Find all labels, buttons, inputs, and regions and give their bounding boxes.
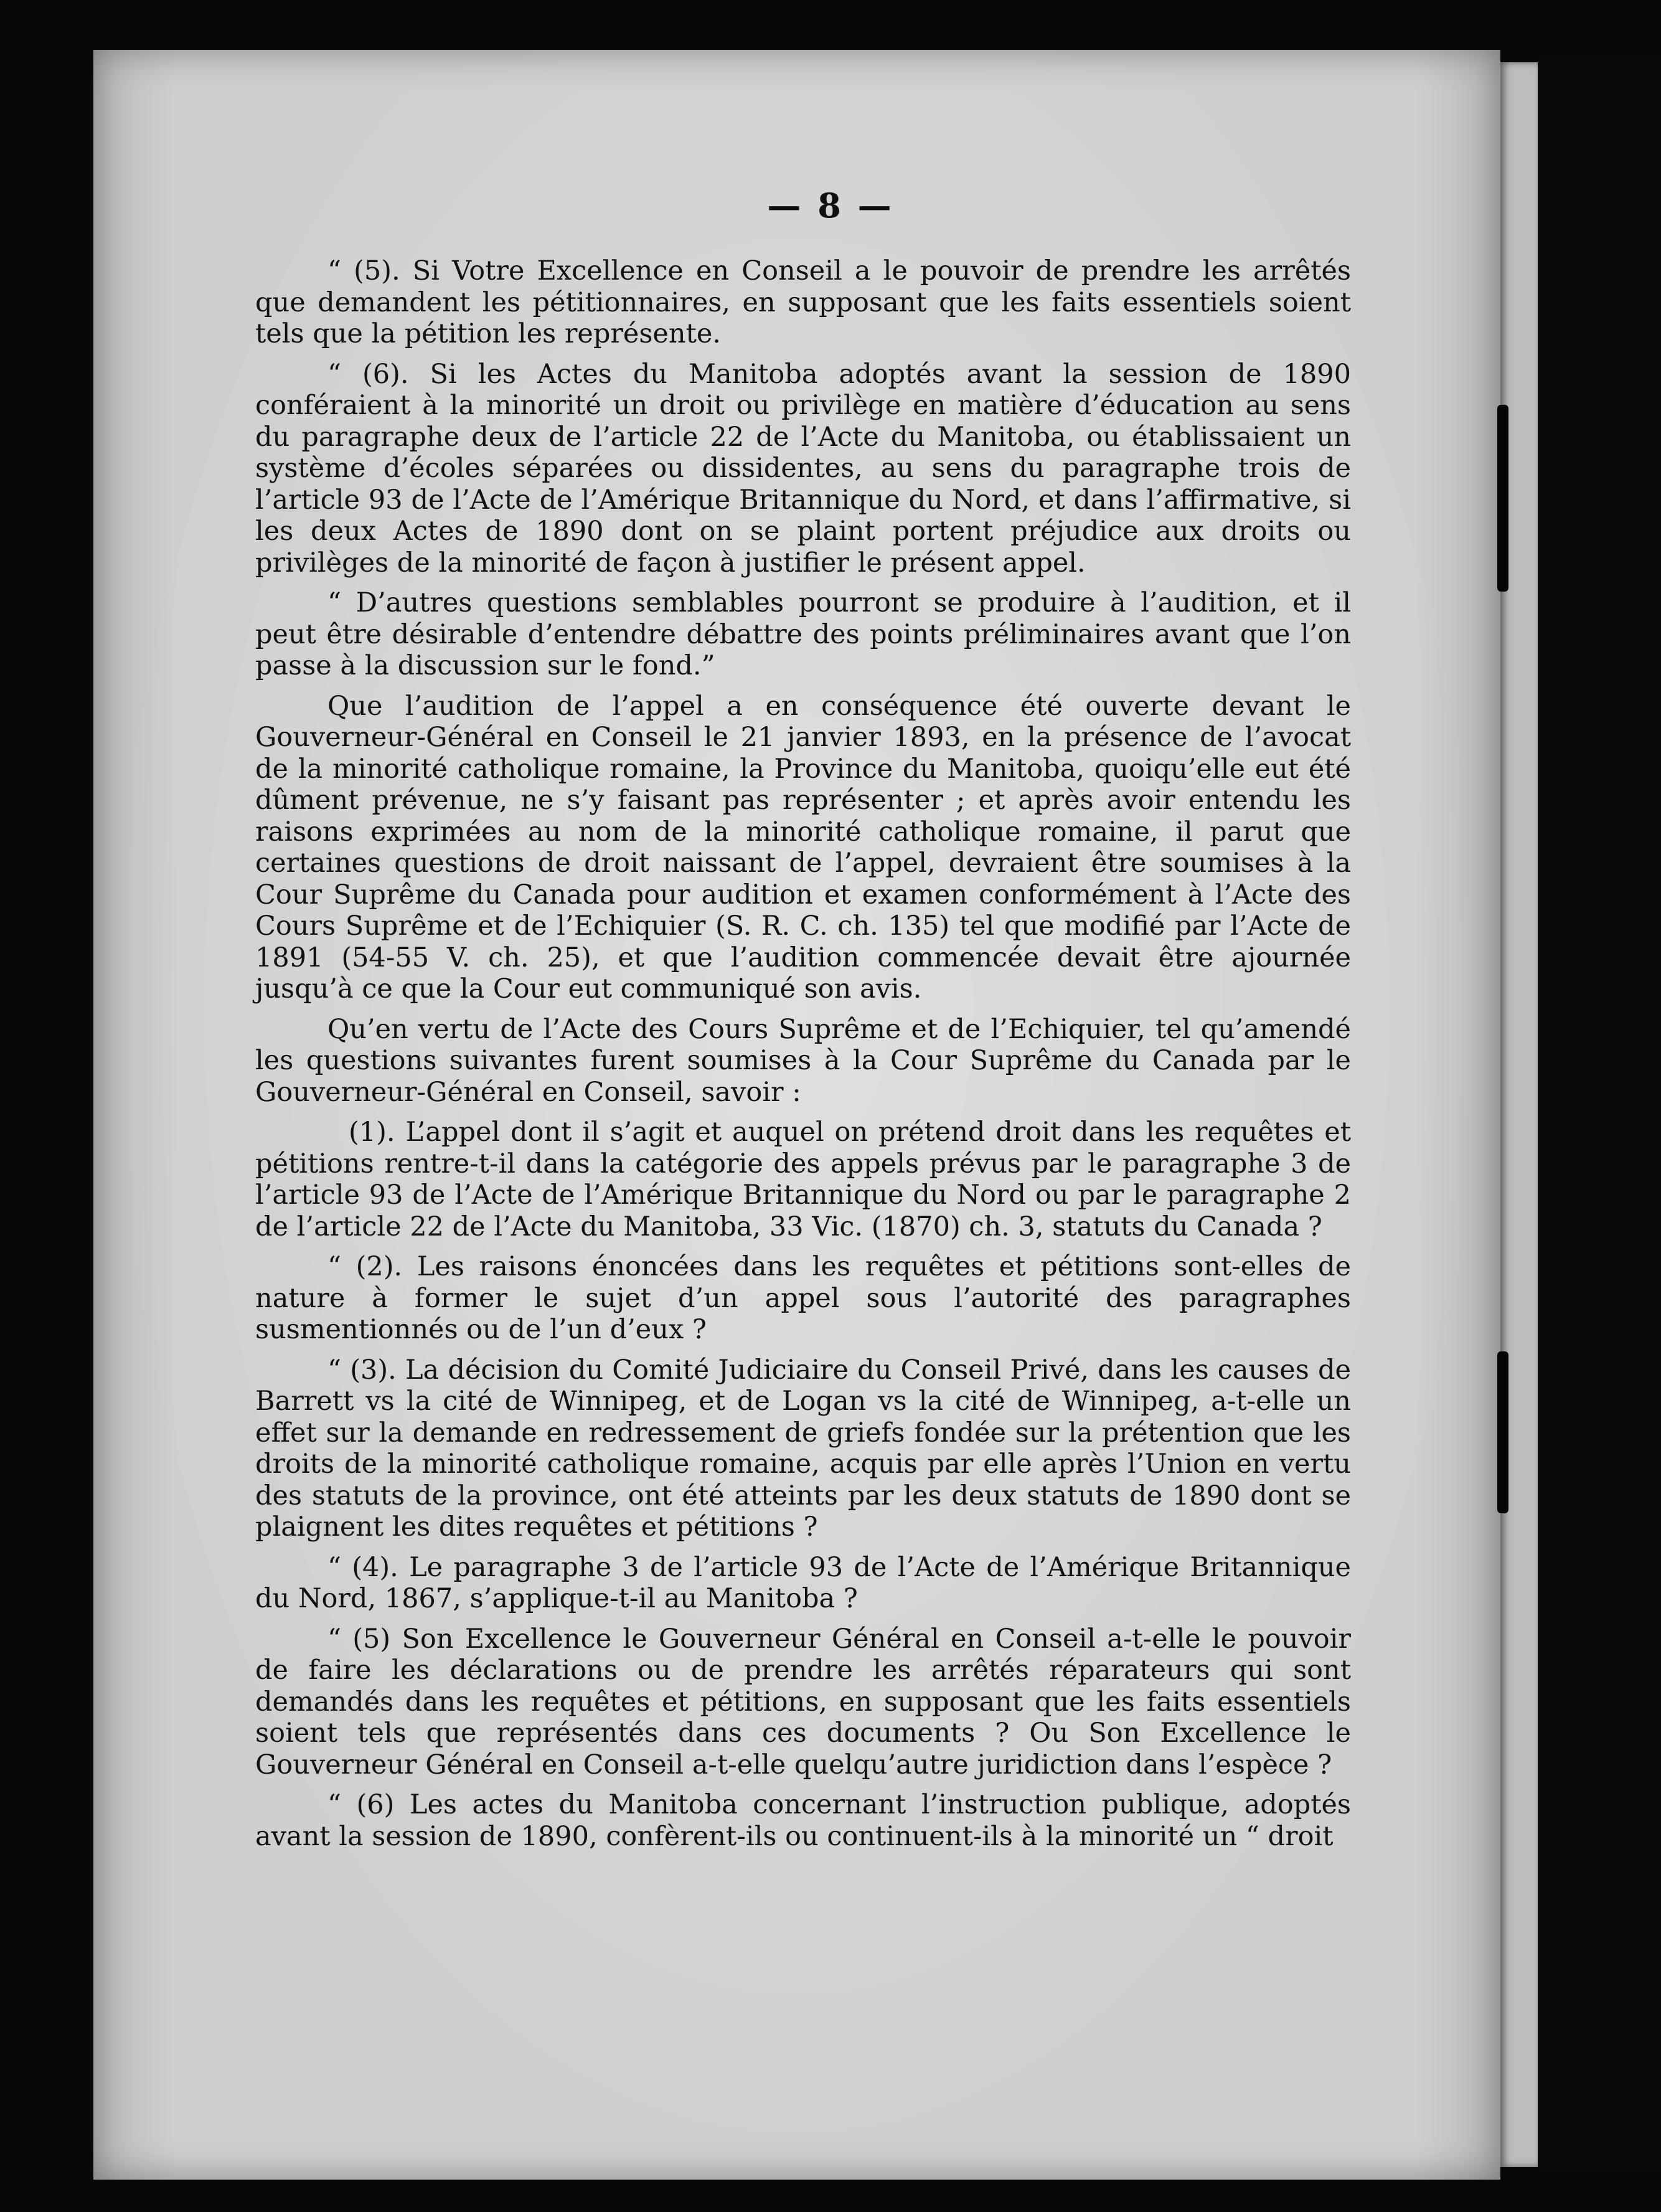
page-number: — 8 —: [767, 186, 894, 225]
paragraph: “ (4). Le paragraphe 3 de l’article 93 de l’Acte de l’Amérique Britannique du Nord, 1867, s’applique-t-il au Manitoba ?: [255, 1551, 1351, 1614]
adjacent-page-edge: [1538, 56, 1661, 2173]
gutter-shadow-mark: [1497, 405, 1508, 592]
paragraph: Qu’en vertu de l’Acte des Cours Suprême et de l’Echiquier, tel qu’amendé les questions suivantes furent soumises à la Cour Suprême du Canada par le Gouverneur-Général en Conseil, savoir :: [255, 1013, 1351, 1108]
paragraph: “ (6). Si les Actes du Manitoba adoptés avant la session de 1890 conféraient à la minorité un droit ou privilège en matière d’éducation au sens du paragraphe deux de l’article 22 de l’Acte du Manitoba, ou établissaient un système d’écoles séparées ou dissidentes, au sens du paragraphe trois de l’article 93 de l’Acte de l’Amérique Britannique du Nord, et dans l’affirmative, si les deux Actes de 1890 dont on se plaint portent préjudice aux droits ou privilèges de la minorité de façon à justifier le présent appel.: [255, 358, 1351, 579]
paragraph: “ D’autres questions semblables pourront se produire à l’audition, et il peut être désirable d’entendre débattre des points préliminaires avant que l’on passe à la discussion sur le fond.”: [255, 587, 1351, 681]
page-gutter: [1500, 62, 1538, 2167]
paragraph: “ (5) Son Excellence le Gouverneur Général en Conseil a-t-elle le pouvoir de faire les déclarations ou de prendre les arrêtés réparateurs qui sont demandés dans les requêtes et pétitions, en supposant que les faits essentiels soient tels que représentés dans ces documents ? Ou Son Excellence le Gouverneur Général en Conseil a-t-elle quelqu’autre juridiction dans l’espèce ?: [255, 1623, 1351, 1780]
paragraph: Que l’audition de l’appel a en conséquence été ouverte devant le Gouverneur-Général en Conseil le 21 janvier 1893, en la présence de l’avocat de la minorité catholique romaine, la Province du Manitoba, quoiqu’elle eut été dûment prévenue, ne s’y faisant pas représenter ; et après avoir entendu les raisons exprimées au nom de la minorité catholique romaine, il parut que certaines questions de droit naissant de l’appel, devraient être soumises à la Cour Suprême du Canada pour audition et examen conformément à l’Acte des Cours Suprême et de l’Echiquier (S. R. C. ch. 135) tel que modifié par l’Acte de 1891 (54-55 V. ch. 25), et que l’audition commencée devait être ajournée jusqu’à ce que la Cour eut communiqué son avis.: [255, 690, 1351, 1004]
gutter-shadow-mark: [1497, 1351, 1508, 1513]
paragraph: “ (6) Les actes du Manitoba concernant l’instruction publique, adoptés avant la session de 1890, confèrent-ils ou continuent-ils à la minorité un “ droit: [255, 1789, 1351, 1852]
paragraph: “ (5). Si Votre Excellence en Conseil a le pouvoir de prendre les arrêtés que demandent les pétitionnaires, en supposant que les faits essentiels soient tels que la pétition les représente.: [255, 255, 1351, 349]
body-text: [255, 255, 1351, 1861]
paragraph: “ (2). Les raisons énoncées dans les requêtes et pétitions sont-elles de nature à former le sujet d’un appel sous l’autorité des paragraphes susmentionnés ou de l’un d’eux ?: [255, 1251, 1351, 1345]
paragraph: (1). L’appel dont il s’agit et auquel on prétend droit dans les requêtes et pétitions rentre-t-il dans la catégorie des appels prévus par le paragraphe 3 de l’article 93 de l’Acte de l’Amérique Britannique du Nord ou par le paragraphe 2 de l’article 22 de l’Acte du Manitoba, 33 Vic. (1870) ch. 3, statuts du Canada ?: [255, 1117, 1351, 1242]
paragraph: “ (3). La décision du Comité Judiciaire du Conseil Privé, dans les causes de Barrett vs la cité de Winnipeg, et de Logan vs la cité de Winnipeg, a-t-elle un effet sur la demande en redressement de griefs fondée sur la prétention que les droits de la minorité catholique romaine, acquis par elle après l’Union en vertu des statuts de la province, ont été atteints par les deux statuts de 1890 dont se plaignent les dites requêtes et pétitions ?: [255, 1354, 1351, 1543]
